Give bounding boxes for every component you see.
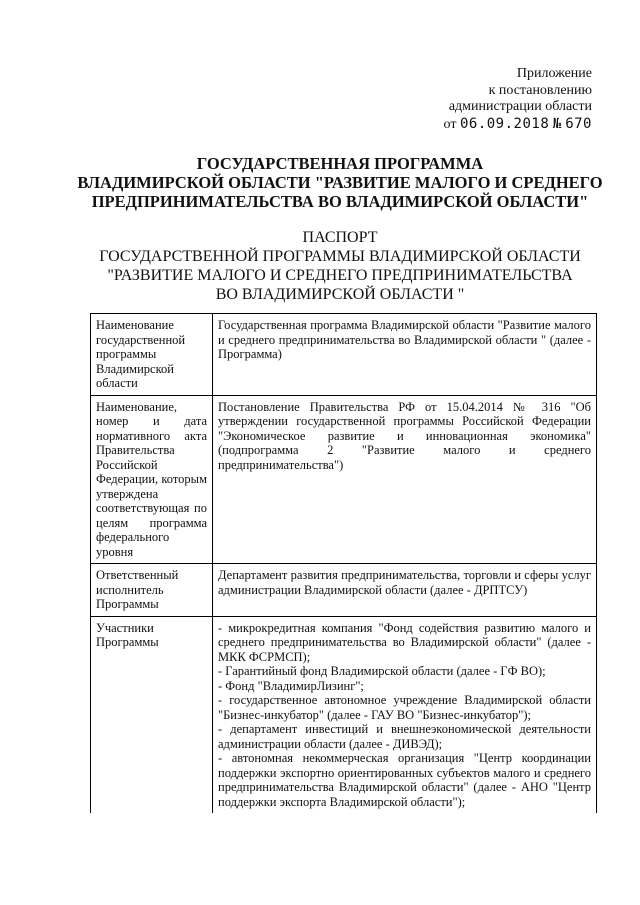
passport-heading-line-2: ГОСУДАРСТВЕННОЙ ПРОГРАММЫ ВЛАДИМИРСКОЙ ОБЛАСТИ (99, 248, 581, 265)
table-row (91, 314, 597, 396)
annex-line-2: к постановлению (488, 82, 592, 98)
passport-heading-line-1: ПАСПОРТ (302, 229, 378, 246)
list-item: - микрокредитная компания "Фонд содействия развитию малого и среднего предпринимательства во Владимирской области" (далее - МКК ФСРМСП); (218, 620, 591, 664)
resolution-date-line (444, 116, 592, 134)
list-item: - автономная некоммерческая организация "Центр координации поддержки экспортно ориентированных субъектов малого и среднего предпринимательства Владимирской области" (далее - АНО "Центр поддержки экспорта Владимирской области"); (218, 751, 591, 809)
list-item: - Фонд "ВладимирЛизинг"; (218, 678, 364, 693)
list-item: - Гарантийный фонд Владимирской области (далее - ГФ ВО); (218, 664, 546, 678)
list-item: - государственное автономное учреждение Владимирской области "Бизнес-инкубатор" (далее - ГАУ ВО "Бизнес-инкубатор"); (218, 693, 591, 722)
row-content: Департамент развития предпринимательства, торговли и сферы услуг администрации Владимирской области (далее - ДРПТСУ) (213, 564, 597, 617)
annex-line-1: Приложение (516, 66, 592, 81)
passport-heading-line-4: ВО ВЛАДИМИРСКОЙ ОБЛАСТИ " (215, 286, 465, 303)
program-title-line-2: ВЛАДИМИРСКОЙ ОБЛАСТИ "РАЗВИТИЕ МАЛОГО И СРЕДНЕГО (77, 173, 603, 192)
passport-heading-line-3: "РАЗВИТИЕ МАЛОГО И СРЕДНЕГО ПРЕДПРИНИМАТЕЛЬСТВА (107, 267, 573, 284)
table-row (91, 564, 597, 617)
list-item: - департамент инвестиций и внешнеэкономической деятельности администрации области (далее - ДИВЭД); (218, 722, 591, 751)
annex-block (444, 66, 592, 133)
row-label: Ответственный исполнитель Программы (91, 564, 213, 617)
row-label: Наименование государственной программы Владимирской области (91, 314, 213, 396)
date-prefix: от (443, 116, 457, 132)
row-content: Государственная программа Владимирской области "Развитие малого и среднего предпринимательства во Владимирской области " (далее - Программа) (213, 314, 597, 396)
row-content: Постановление Правительства РФ от 15.04.2014 № 316 "Об утверждении государственной программы Российской Федерации "Экономическое развитие и инновационная экономика" (подпрограмма 2 "Развитие малого и среднего предпринимательства") (213, 395, 597, 564)
row-content-list (213, 616, 597, 813)
program-title (60, 154, 620, 211)
table-row (91, 616, 597, 813)
program-title-line-1: ГОСУДАРСТВЕННАЯ ПРОГРАММА (196, 154, 484, 173)
program-title-line-3: ПРЕДПРИНИМАТЕЛЬСТВА ВО ВЛАДИМИРСКОЙ ОБЛАСТИ" (91, 192, 589, 211)
resolution-date: 06.09.2018 (459, 115, 550, 132)
annex-line-3: администрации области (448, 99, 592, 114)
resolution-number: 670 (565, 115, 592, 132)
row-label: Участники Программы (91, 616, 213, 813)
row-label: Наименование, номер и дата нормативного акта Правительства Российской Федерации, которым утверждена соответствующая по целям программа федерального уровня (91, 395, 213, 564)
table-row (91, 395, 597, 564)
passport-heading (60, 228, 620, 304)
passport-table (90, 313, 597, 813)
number-sign: № (552, 115, 562, 132)
